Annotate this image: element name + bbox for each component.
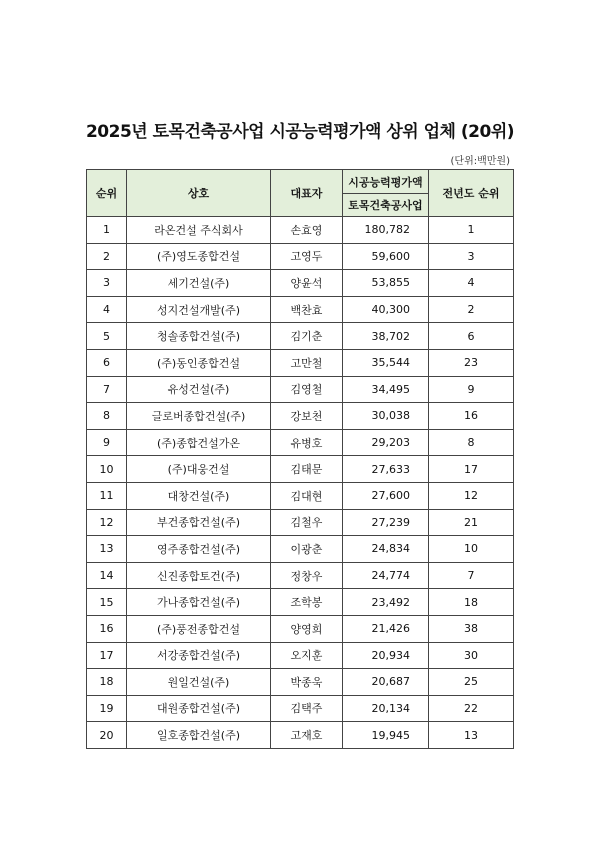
header-rank: 순위 bbox=[87, 170, 127, 217]
table-row bbox=[87, 403, 514, 430]
cell-company: 대원종합건설(주) bbox=[127, 695, 271, 722]
cell-ceo: 고영두 bbox=[271, 243, 343, 270]
cell-amount: 27,633 bbox=[343, 456, 429, 483]
cell-amount: 20,687 bbox=[343, 669, 429, 696]
cell-ceo: 고만철 bbox=[271, 349, 343, 376]
cell-prev-rank: 21 bbox=[429, 509, 514, 536]
cell-rank: 8 bbox=[87, 403, 127, 430]
cell-prev-rank: 3 bbox=[429, 243, 514, 270]
cell-company: 세기건설(주) bbox=[127, 270, 271, 297]
cell-ceo: 강보천 bbox=[271, 403, 343, 430]
cell-prev-rank: 10 bbox=[429, 536, 514, 563]
cell-amount: 24,834 bbox=[343, 536, 429, 563]
cell-rank: 18 bbox=[87, 669, 127, 696]
table-row bbox=[87, 296, 514, 323]
cell-prev-rank: 2 bbox=[429, 296, 514, 323]
cell-prev-rank: 17 bbox=[429, 456, 514, 483]
cell-prev-rank: 4 bbox=[429, 270, 514, 297]
cell-amount: 30,038 bbox=[343, 403, 429, 430]
header-amount-group: 시공능력평가액 bbox=[343, 170, 429, 194]
cell-company: 부건종합건설(주) bbox=[127, 509, 271, 536]
cell-rank: 19 bbox=[87, 695, 127, 722]
cell-prev-rank: 9 bbox=[429, 376, 514, 403]
table-row bbox=[87, 536, 514, 563]
table-row bbox=[87, 456, 514, 483]
table-row bbox=[87, 722, 514, 749]
table-header bbox=[87, 170, 514, 217]
cell-amount: 24,774 bbox=[343, 562, 429, 589]
cell-rank: 12 bbox=[87, 509, 127, 536]
cell-prev-rank: 23 bbox=[429, 349, 514, 376]
cell-ceo: 김태문 bbox=[271, 456, 343, 483]
cell-amount: 34,495 bbox=[343, 376, 429, 403]
cell-prev-rank: 8 bbox=[429, 429, 514, 456]
table-row bbox=[87, 376, 514, 403]
cell-company: 유성건설(주) bbox=[127, 376, 271, 403]
cell-rank: 13 bbox=[87, 536, 127, 563]
table-row bbox=[87, 217, 514, 244]
unit-note: (단위:백만원) bbox=[450, 156, 510, 167]
cell-amount: 21,426 bbox=[343, 615, 429, 642]
header-prev-rank: 전년도 순위 bbox=[429, 170, 514, 217]
cell-amount: 23,492 bbox=[343, 589, 429, 616]
document-title: 2025년 토목건축공사업 시공능력평가액 상위 업체 (20위) bbox=[85, 122, 515, 142]
cell-ceo: 백찬효 bbox=[271, 296, 343, 323]
cell-rank: 1 bbox=[87, 217, 127, 244]
ranking-table bbox=[86, 169, 514, 749]
table-row bbox=[87, 695, 514, 722]
table-row bbox=[87, 669, 514, 696]
table-row bbox=[87, 270, 514, 297]
cell-company: 신진종합토건(주) bbox=[127, 562, 271, 589]
cell-company: 청솔종합건설(주) bbox=[127, 323, 271, 350]
table-row bbox=[87, 323, 514, 350]
cell-rank: 2 bbox=[87, 243, 127, 270]
cell-ceo: 김철우 bbox=[271, 509, 343, 536]
header-ceo: 대표자 bbox=[271, 170, 343, 217]
table-row bbox=[87, 243, 514, 270]
cell-company: (주)대웅건설 bbox=[127, 456, 271, 483]
cell-rank: 20 bbox=[87, 722, 127, 749]
cell-rank: 11 bbox=[87, 482, 127, 509]
cell-amount: 20,934 bbox=[343, 642, 429, 669]
cell-ceo: 고재호 bbox=[271, 722, 343, 749]
cell-amount: 19,945 bbox=[343, 722, 429, 749]
cell-prev-rank: 22 bbox=[429, 695, 514, 722]
table-row bbox=[87, 642, 514, 669]
cell-company: (주)종합건설가온 bbox=[127, 429, 271, 456]
table-row bbox=[87, 349, 514, 376]
cell-amount: 180,782 bbox=[343, 217, 429, 244]
cell-amount: 27,600 bbox=[343, 482, 429, 509]
cell-rank: 9 bbox=[87, 429, 127, 456]
cell-ceo: 김택주 bbox=[271, 695, 343, 722]
cell-ceo: 조학봉 bbox=[271, 589, 343, 616]
cell-prev-rank: 30 bbox=[429, 642, 514, 669]
cell-prev-rank: 12 bbox=[429, 482, 514, 509]
cell-prev-rank: 7 bbox=[429, 562, 514, 589]
cell-company: 영주종합건설(주) bbox=[127, 536, 271, 563]
cell-prev-rank: 13 bbox=[429, 722, 514, 749]
cell-prev-rank: 6 bbox=[429, 323, 514, 350]
cell-rank: 16 bbox=[87, 615, 127, 642]
cell-company: (주)영도종합건설 bbox=[127, 243, 271, 270]
cell-amount: 40,300 bbox=[343, 296, 429, 323]
cell-company: 글로버종합건설(주) bbox=[127, 403, 271, 430]
table-row bbox=[87, 509, 514, 536]
cell-company: 대창건설(주) bbox=[127, 482, 271, 509]
cell-amount: 53,855 bbox=[343, 270, 429, 297]
cell-rank: 10 bbox=[87, 456, 127, 483]
cell-ceo: 유병호 bbox=[271, 429, 343, 456]
cell-ceo: 박종욱 bbox=[271, 669, 343, 696]
cell-company: 원일건설(주) bbox=[127, 669, 271, 696]
cell-amount: 27,239 bbox=[343, 509, 429, 536]
cell-amount: 38,702 bbox=[343, 323, 429, 350]
cell-amount: 35,544 bbox=[343, 349, 429, 376]
cell-ceo: 손효영 bbox=[271, 217, 343, 244]
cell-amount: 20,134 bbox=[343, 695, 429, 722]
cell-ceo: 양윤석 bbox=[271, 270, 343, 297]
cell-company: 가나종합건설(주) bbox=[127, 589, 271, 616]
header-company: 상호 bbox=[127, 170, 271, 217]
table-row bbox=[87, 589, 514, 616]
cell-rank: 6 bbox=[87, 349, 127, 376]
cell-company: (주)동인종합건설 bbox=[127, 349, 271, 376]
cell-company: 서강종합건설(주) bbox=[127, 642, 271, 669]
table-row bbox=[87, 615, 514, 642]
cell-company: (주)풍전종합건설 bbox=[127, 615, 271, 642]
cell-ceo: 정창우 bbox=[271, 562, 343, 589]
cell-ceo: 김영철 bbox=[271, 376, 343, 403]
cell-rank: 3 bbox=[87, 270, 127, 297]
table-row bbox=[87, 562, 514, 589]
cell-company: 일호종합건설(주) bbox=[127, 722, 271, 749]
cell-prev-rank: 38 bbox=[429, 615, 514, 642]
cell-prev-rank: 25 bbox=[429, 669, 514, 696]
cell-company: 라온건설 주식회사 bbox=[127, 217, 271, 244]
table-row bbox=[87, 429, 514, 456]
cell-ceo: 오지훈 bbox=[271, 642, 343, 669]
header-amount-sub: 토목건축공사업 bbox=[343, 194, 429, 217]
table-body bbox=[87, 217, 514, 749]
table-row bbox=[87, 482, 514, 509]
cell-ceo: 김기춘 bbox=[271, 323, 343, 350]
cell-company: 성지건설개발(주) bbox=[127, 296, 271, 323]
cell-rank: 14 bbox=[87, 562, 127, 589]
cell-rank: 4 bbox=[87, 296, 127, 323]
cell-amount: 59,600 bbox=[343, 243, 429, 270]
cell-rank: 5 bbox=[87, 323, 127, 350]
cell-rank: 15 bbox=[87, 589, 127, 616]
cell-prev-rank: 18 bbox=[429, 589, 514, 616]
cell-prev-rank: 16 bbox=[429, 403, 514, 430]
cell-ceo: 양영희 bbox=[271, 615, 343, 642]
cell-amount: 29,203 bbox=[343, 429, 429, 456]
cell-prev-rank: 1 bbox=[429, 217, 514, 244]
cell-rank: 7 bbox=[87, 376, 127, 403]
cell-ceo: 이광춘 bbox=[271, 536, 343, 563]
cell-ceo: 김대현 bbox=[271, 482, 343, 509]
cell-rank: 17 bbox=[87, 642, 127, 669]
